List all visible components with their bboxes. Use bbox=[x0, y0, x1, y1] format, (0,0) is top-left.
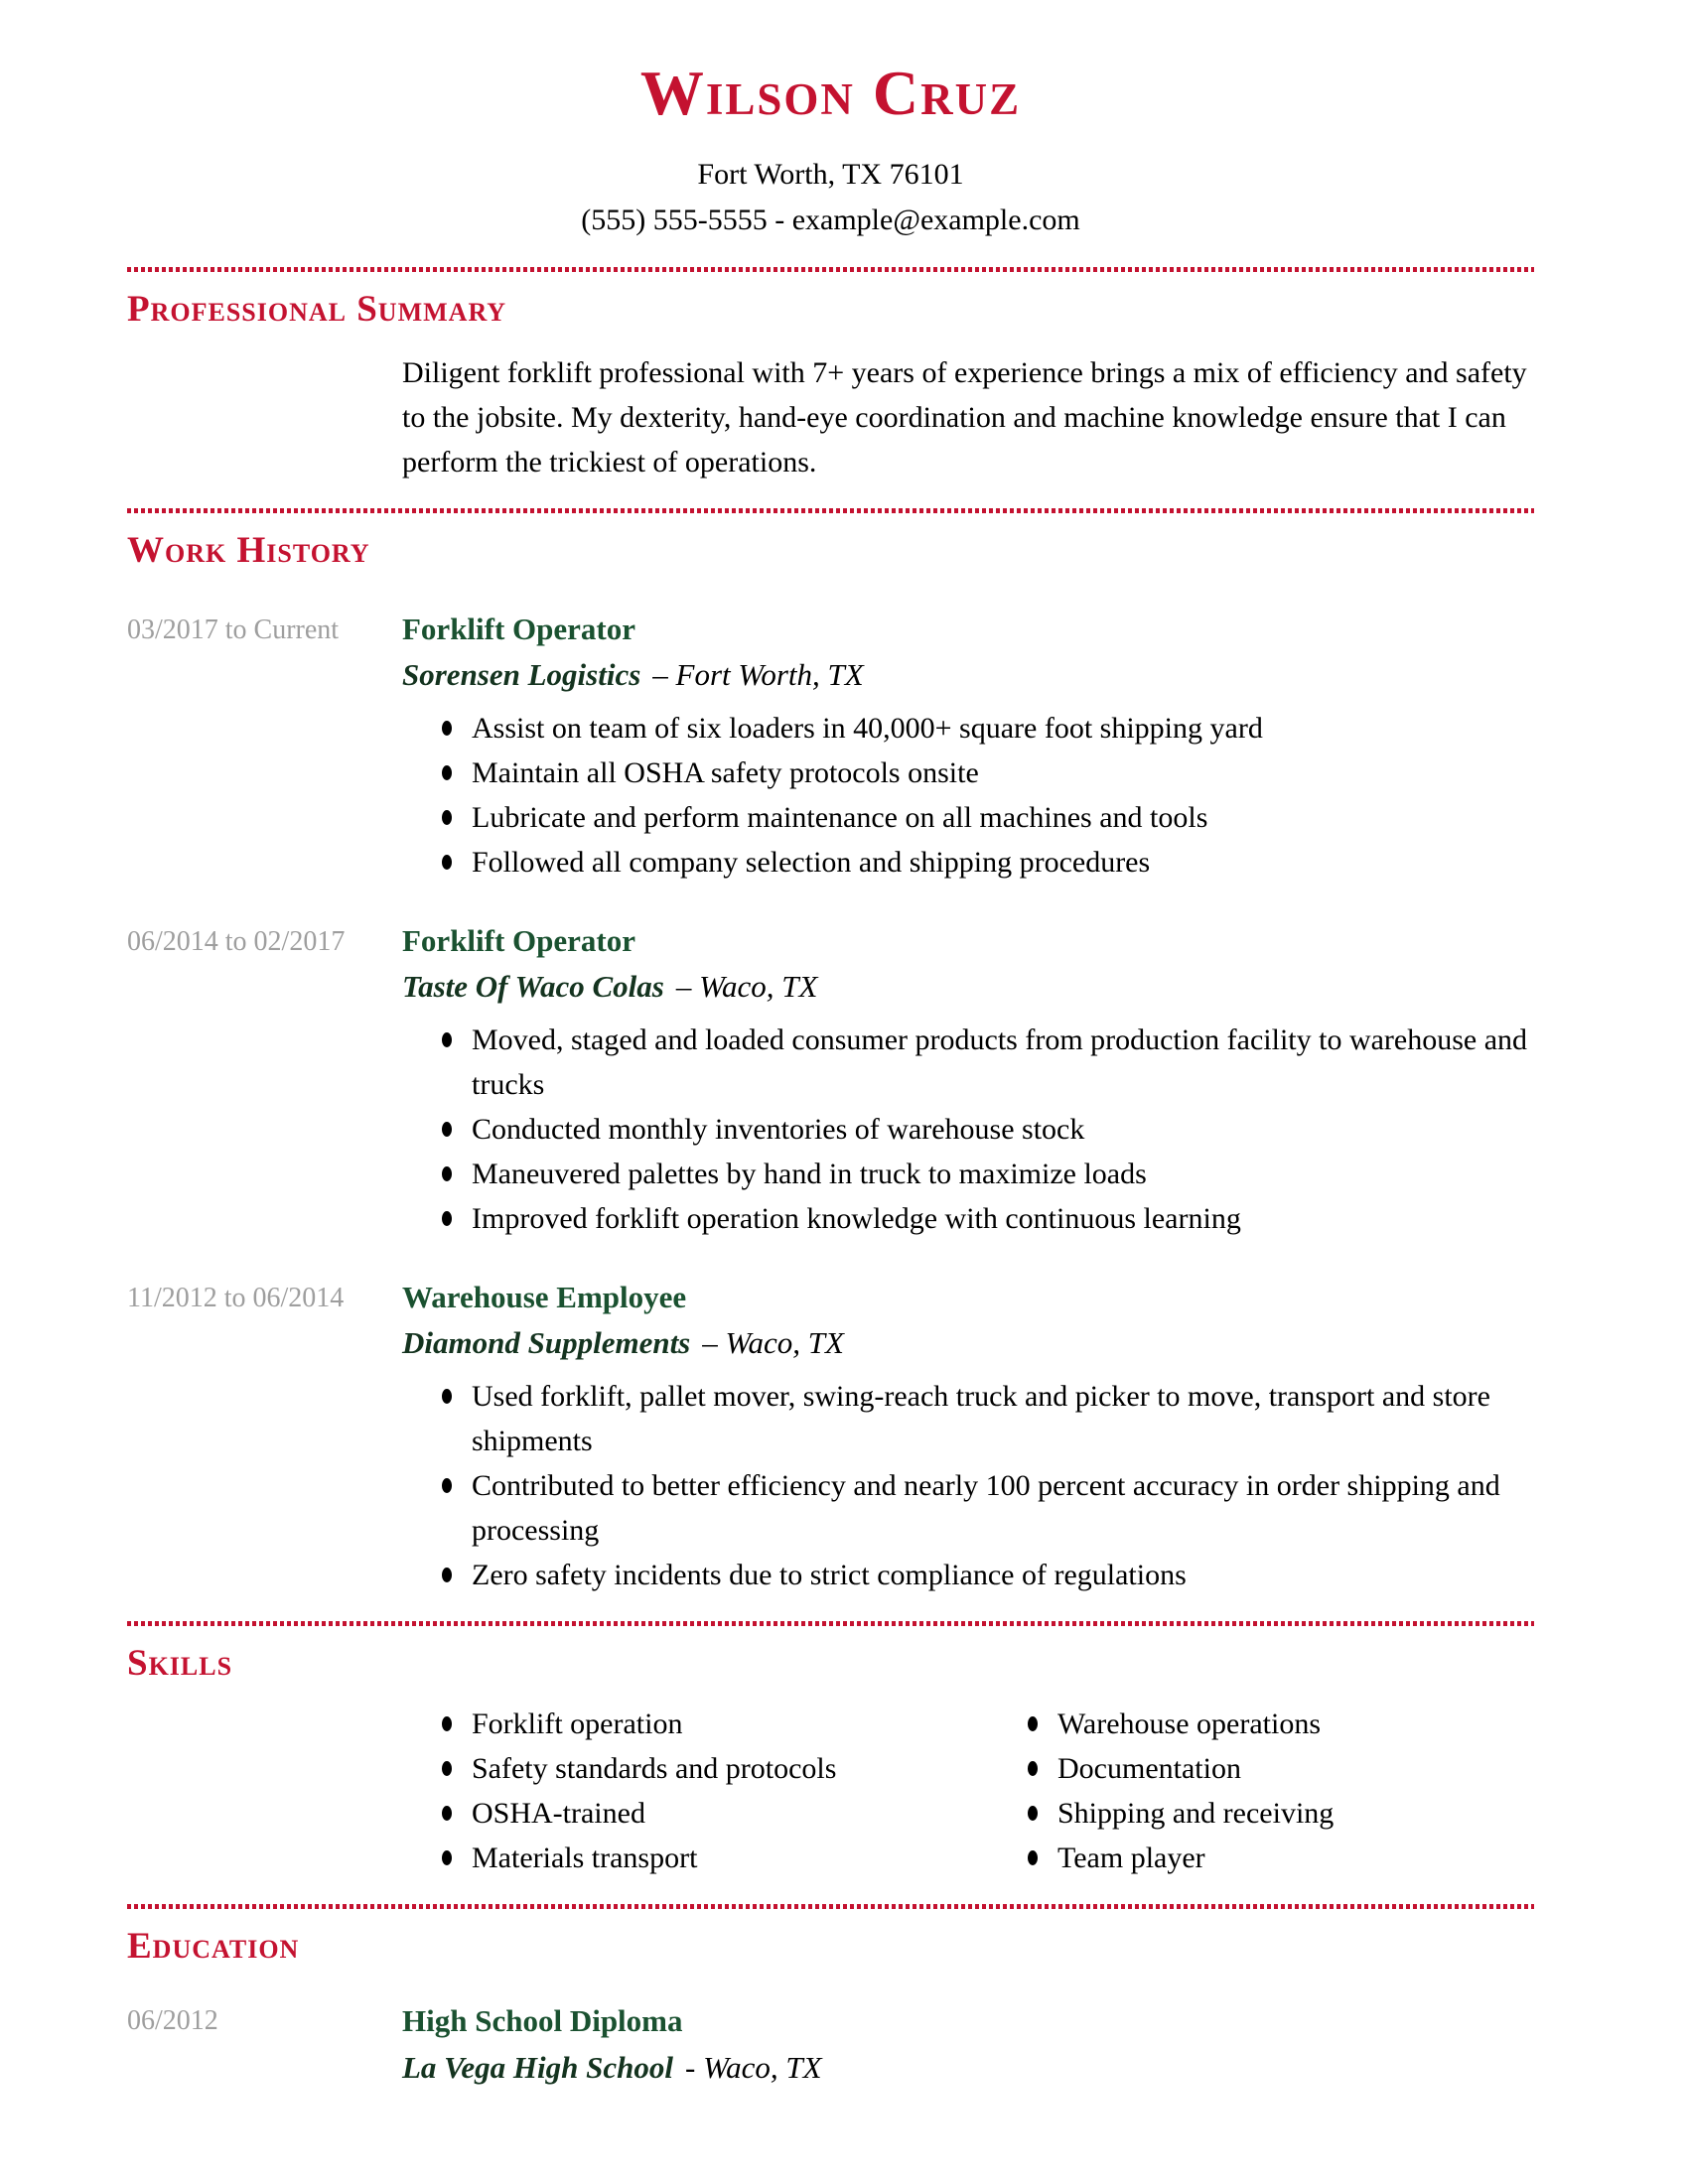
phone-email-line: (555) 555-5555 - example@example.com bbox=[581, 204, 1080, 237]
section-title-work-history: Work History bbox=[127, 529, 370, 571]
section-title-skills: Skills bbox=[127, 1642, 233, 1684]
job-details bbox=[402, 1275, 1534, 1597]
job-details bbox=[402, 607, 1534, 885]
company-name: Sorensen Logistics bbox=[402, 656, 641, 692]
bullet-item: Improved forklift operation knowledge with continuous learning bbox=[402, 1196, 1534, 1241]
skills-list-right bbox=[988, 1702, 1534, 1880]
job-title: Forklift Operator bbox=[402, 611, 636, 646]
education-entry bbox=[127, 1997, 1534, 2091]
job-bullet-list bbox=[402, 1374, 1534, 1597]
skills-row bbox=[127, 1702, 1534, 1880]
section-work-history bbox=[127, 529, 1534, 1597]
bullet-item: Assist on team of six loaders in 40,000+ square foot shipping yard bbox=[402, 706, 1534, 751]
job-company-line bbox=[402, 652, 1534, 698]
education-date: 06/2012 bbox=[127, 2004, 218, 2036]
section-professional-summary bbox=[127, 288, 1534, 483]
section-divider bbox=[127, 1621, 1534, 1626]
skills-list-left bbox=[402, 1702, 988, 1880]
job-bullet-list bbox=[402, 1018, 1534, 1241]
job-details bbox=[402, 918, 1534, 1241]
bullet-item: Maintain all OSHA safety protocols onsite bbox=[402, 751, 1534, 795]
bullet-item: Maneuvered palettes by hand in truck to maximize loads bbox=[402, 1152, 1534, 1196]
section-education bbox=[127, 1925, 1534, 2090]
company-name: Diamond Supplements bbox=[402, 1324, 691, 1360]
bullet-item: Lubricate and perform maintenance on all machines and tools bbox=[402, 795, 1534, 840]
company-name: Taste Of Waco Colas bbox=[402, 968, 664, 1004]
skill-item: OSHA-trained bbox=[402, 1791, 988, 1836]
section-title-education: Education bbox=[127, 1926, 300, 1968]
job-entry bbox=[127, 607, 1534, 885]
school-location: - Waco, TX bbox=[685, 2049, 822, 2085]
skill-item: Forklift operation bbox=[402, 1702, 988, 1746]
person-name: Wilson Cruz bbox=[639, 58, 1022, 128]
section-divider bbox=[127, 267, 1534, 272]
skills-columns bbox=[402, 1702, 1534, 1880]
skill-item: Documentation bbox=[988, 1746, 1534, 1791]
job-title: Warehouse Employee bbox=[402, 1279, 687, 1314]
job-entry bbox=[127, 1275, 1534, 1597]
skill-item: Materials transport bbox=[402, 1836, 988, 1880]
school-name: La Vega High School bbox=[402, 2049, 674, 2085]
job-company-line bbox=[402, 1320, 1534, 1366]
company-location: – Fort Worth, TX bbox=[652, 656, 864, 692]
bullet-item: Used forklift, pallet mover, swing-reach truck and picker to move, transport and store shipments bbox=[402, 1374, 1534, 1463]
job-entry bbox=[127, 918, 1534, 1241]
company-location: – Waco, TX bbox=[675, 968, 818, 1004]
education-degree: High School Diploma bbox=[402, 2002, 683, 2038]
job-bullet-list bbox=[402, 706, 1534, 885]
address-line: Fort Worth, TX 76101 bbox=[697, 158, 964, 192]
bullet-item: Conducted monthly inventories of warehouse stock bbox=[402, 1107, 1534, 1152]
skill-item: Safety standards and protocols bbox=[402, 1746, 988, 1791]
job-dates: 03/2017 to Current bbox=[127, 614, 340, 645]
job-dates: 11/2012 to 06/2014 bbox=[127, 1282, 345, 1313]
section-divider bbox=[127, 1904, 1534, 1909]
summary-row bbox=[127, 350, 1534, 484]
skill-item: Shipping and receiving bbox=[988, 1791, 1534, 1836]
skill-item: Warehouse operations bbox=[988, 1702, 1534, 1746]
company-location: – Waco, TX bbox=[702, 1324, 844, 1360]
education-details bbox=[402, 1997, 1534, 2091]
section-divider bbox=[127, 508, 1534, 513]
job-company-line bbox=[402, 964, 1534, 1010]
summary-text: Diligent forklift professional with 7+ years of experience brings a mix of efficiency and safety to the jobsite. My dexterity, hand-eye coordination and machine knowledge ensure that I can perform the trickiest of operations. bbox=[402, 355, 1527, 478]
bullet-item: Contributed to better efficiency and nearly 100 percent accuracy in order shipping and processing bbox=[402, 1463, 1534, 1553]
section-skills bbox=[127, 1642, 1534, 1880]
section-title-summary: Professional Summary bbox=[127, 289, 507, 331]
bullet-item: Zero safety incidents due to strict compliance of regulations bbox=[402, 1553, 1534, 1597]
job-title: Forklift Operator bbox=[402, 922, 636, 958]
bullet-item: Followed all company selection and shipping procedures bbox=[402, 840, 1534, 885]
skill-item: Team player bbox=[988, 1836, 1534, 1880]
contact-block bbox=[127, 152, 1534, 243]
education-school-line bbox=[402, 2045, 1534, 2091]
job-dates: 06/2014 to 02/2017 bbox=[127, 925, 346, 957]
bullet-item: Moved, staged and loaded consumer products from production facility to warehouse and trucks bbox=[402, 1018, 1534, 1107]
resume-header bbox=[127, 60, 1534, 243]
